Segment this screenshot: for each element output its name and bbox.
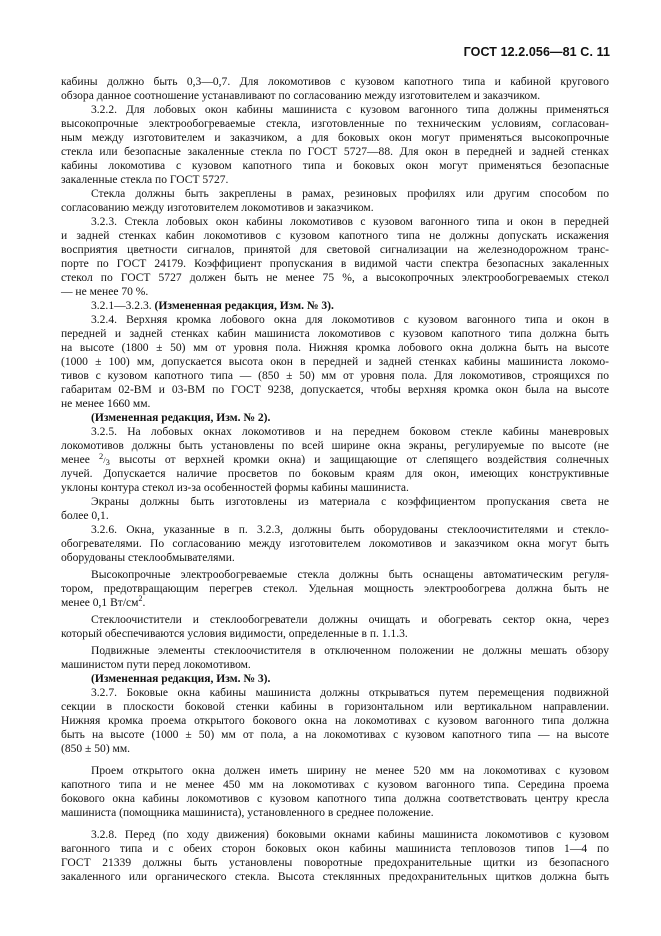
text-line: быть на высоте (1000 ± 50) мм от пола, а на локомотивах с кузовом капотного типа — на высоте xyxy=(61,729,609,741)
paragraph-3-2-5: 3.2.5. На лобовых окнах локомотивов и на переднем боковом стекле кабины маневровых xyxy=(91,426,609,438)
fraction-two-thirds: 2/3 xyxy=(99,451,110,467)
text-line: стекол по ГОСТ 5727 должен быть не менее 75 %, а высокопрочных электрообогреваемых стекол xyxy=(61,272,609,284)
text-line: оборудованы стеклообмывателями. xyxy=(61,552,235,564)
text-line: тором, предотвращающим перегрев стекол. Удельная мощность электрообогрева должна быть не xyxy=(61,583,609,595)
text-line: Стеклоочистители и стеклообогреватели должны очищать и обогревать сектор окна, через xyxy=(91,614,609,626)
text-line: лучей. Допускается наличие просветов по боковым краям для окон, имеющих конструктивные xyxy=(61,468,609,480)
text-line: кабины локомотива с кузовом капотного типа и боковых окон могут применяться безопасные xyxy=(61,160,609,172)
text-line: уклоны контура стекол из-за особенностей формы кабины машиниста. xyxy=(61,482,409,494)
text-line: бокового окна кабины локомотивов с кузовом капотного типа должна соответствовать центру кресла xyxy=(61,793,609,805)
superscript-exponent: 2 xyxy=(138,594,143,604)
paragraph-3-2-6: 3.2.6. Окна, указанные в п. 3.2.3, должны быть оборудованы стеклоочистителями и стекло- xyxy=(91,524,609,536)
paragraph-3-2-2: 3.2.2. Для лобовых окон кабины машиниста с кузовом вагонного типа должны применяться xyxy=(91,104,609,116)
text-line: кабины должно быть 0,3—0,7. Для локомотивов с кузовом капотного типа и кабиной кругового xyxy=(61,76,609,88)
text-line: Высокопрочные электрообогреваемые стекла должны быть оснащены автоматическим регуля- xyxy=(91,569,609,581)
text-line: ГОСТ 21339 должны быть установлены поворотные предохранительные щитки из безопасного xyxy=(61,857,609,869)
text-line: передней и задней стенках кабин машиниста локомотивов с кузовом капотного типа должна быть xyxy=(61,328,609,340)
text-line: Проем открытого окна должен иметь ширину не менее 520 мм на локомотивах с кузовом xyxy=(91,765,609,777)
running-header: ГОСТ 12.2.056—81 С. 11 xyxy=(463,45,610,59)
text-line: (1000 ± 100) мм, допускается высота окон в передней и задней стенках кабины машиниста локомо- xyxy=(61,356,609,368)
text-line: Стекла должны быть закреплены в рамах, резиновых профилях или другим способом по xyxy=(91,188,609,200)
text-line: локомотивов должны быть установлены по всей ширине окна экраны, регулируемые по высоте (не xyxy=(61,440,609,452)
revision-label: (Измененная редакция, Изм. № 2). xyxy=(91,412,271,424)
text-line: согласованию между изготовителем локомотивов и заказчиком. xyxy=(61,202,374,214)
text-line: Нижняя кромка проема открытого бокового окна на локомотивах с кузовом вагонного типа должна xyxy=(61,715,609,727)
text-line: машиниста (помощника машиниста), установленного в среднее положение. xyxy=(61,807,434,819)
text-line: Подвижные элементы стеклоочистителя в отключенном положении не должны мешать обзору xyxy=(91,645,609,657)
text-line: и задней стенках кабин локомотивов с кузовом капотного типа не должны допускать искажения xyxy=(61,230,609,242)
text-line: (850 ± 50) мм. xyxy=(61,743,131,755)
text-line: на высоте (1800 ± 50) мм от уровня пола. Нижняя кромка лобового окна должна быть на высоте xyxy=(61,342,609,354)
text-line: вагонного типа и с обеих сторон боковых окон кабины машиниста тепловозов типов 1—4 по xyxy=(61,843,609,855)
text-line: восприятия цветности сигналов, принятой для световой сигнализации на железнодорожном транс- xyxy=(61,244,609,256)
text-line-superscript: менее 0,1 $Вт/см^2$. xyxy=(61,594,146,609)
paragraph-3-2-4: 3.2.4. Верхняя кромка лобового окна для локомотивов с кузовом вагонного типа и окон в xyxy=(91,314,609,326)
paragraph-3-2-8: 3.2.8. Перед (по ходу движения) боковыми окнами кабины машиниста локомотивов с кузовом xyxy=(91,829,609,841)
text-line: Экраны должны быть изготовлены из материала с коэффициентом пропускания света не xyxy=(91,496,609,508)
revision-note xyxy=(61,299,609,313)
text-line-fraction: менее 2/3 высоты от верхней кромки окна) и защищающие от слепящего воздействия солнечных xyxy=(61,451,609,467)
text-line: ным между изготовителем и заказчиком, а для боковых окон могут применяться высокопрочные xyxy=(61,132,609,144)
text-line: более 0,1. xyxy=(61,510,109,522)
text-line: высокопрочные электрообогреваемые стекла, изготовленные по техническим условиям, согласован- xyxy=(61,118,609,130)
text-line: габаритам 02-ВМ и 03-ВМ по ГОСТ 9238, допускается, чтобы верхняя кромка окон была на высоте xyxy=(61,384,609,396)
text-line: не менее 1660 мм. xyxy=(61,398,151,410)
revision-ref: 3.2.1—3.2.3. xyxy=(91,300,152,312)
revision-label: (Измененная редакция, Изм. № 3). xyxy=(154,300,334,312)
text-line: стекла или безопасные закаленные стекла по ГОСТ 5727—88. Для окон в передней и задней стенках xyxy=(61,146,609,158)
text-line: секции в плоскости боковой стенки кабины в горизонтальном или вертикальном направлении. xyxy=(61,701,609,713)
text-line: — не менее 70 %. xyxy=(61,286,149,298)
text-line: обзора данное соотношение устанавливают по согласованию между изготовителем и заказчиком. xyxy=(61,90,541,102)
paragraph-3-2-7: 3.2.7. Боковые окна кабины машиниста должны открываться путем перемещения подвижной xyxy=(91,687,609,699)
revision-label: (Измененная редакция, Изм. № 3). xyxy=(91,673,271,685)
text-line: капотного типа и не менее 450 мм на локомотивах с кузовом вагонного типа. Середина проема xyxy=(61,779,609,791)
body-text xyxy=(61,75,609,884)
text-line: закаленные стекла по ГОСТ 5727. xyxy=(61,174,229,186)
text-line: тивов с кузовом капотного типа — (850 ± 50) мм от уровня пола. Для локомотивов, строящихся по xyxy=(61,370,609,382)
text-line: порте по ГОСТ 24179. Коэффициент пропускания в видимой части спектра безопасных закаленных xyxy=(61,258,609,270)
paragraph-3-2-3: 3.2.3. Стекла лобовых окон кабины локомотивов с кузовом вагонного типа и окон в передней xyxy=(91,216,609,228)
text-line: который обеспечиваются условия видимости, определенные в п. 1.1.3. xyxy=(61,628,408,640)
text-line: обогревателями. По согласованию между изготовителем локомотивов и заказчиком окна могут быть xyxy=(61,538,609,550)
text-line: машинистом пути перед локомотивом. xyxy=(61,659,251,671)
text-line: закаленного или органического стекла. Высота стеклянных предохранительных щитков должна быть xyxy=(61,871,609,883)
